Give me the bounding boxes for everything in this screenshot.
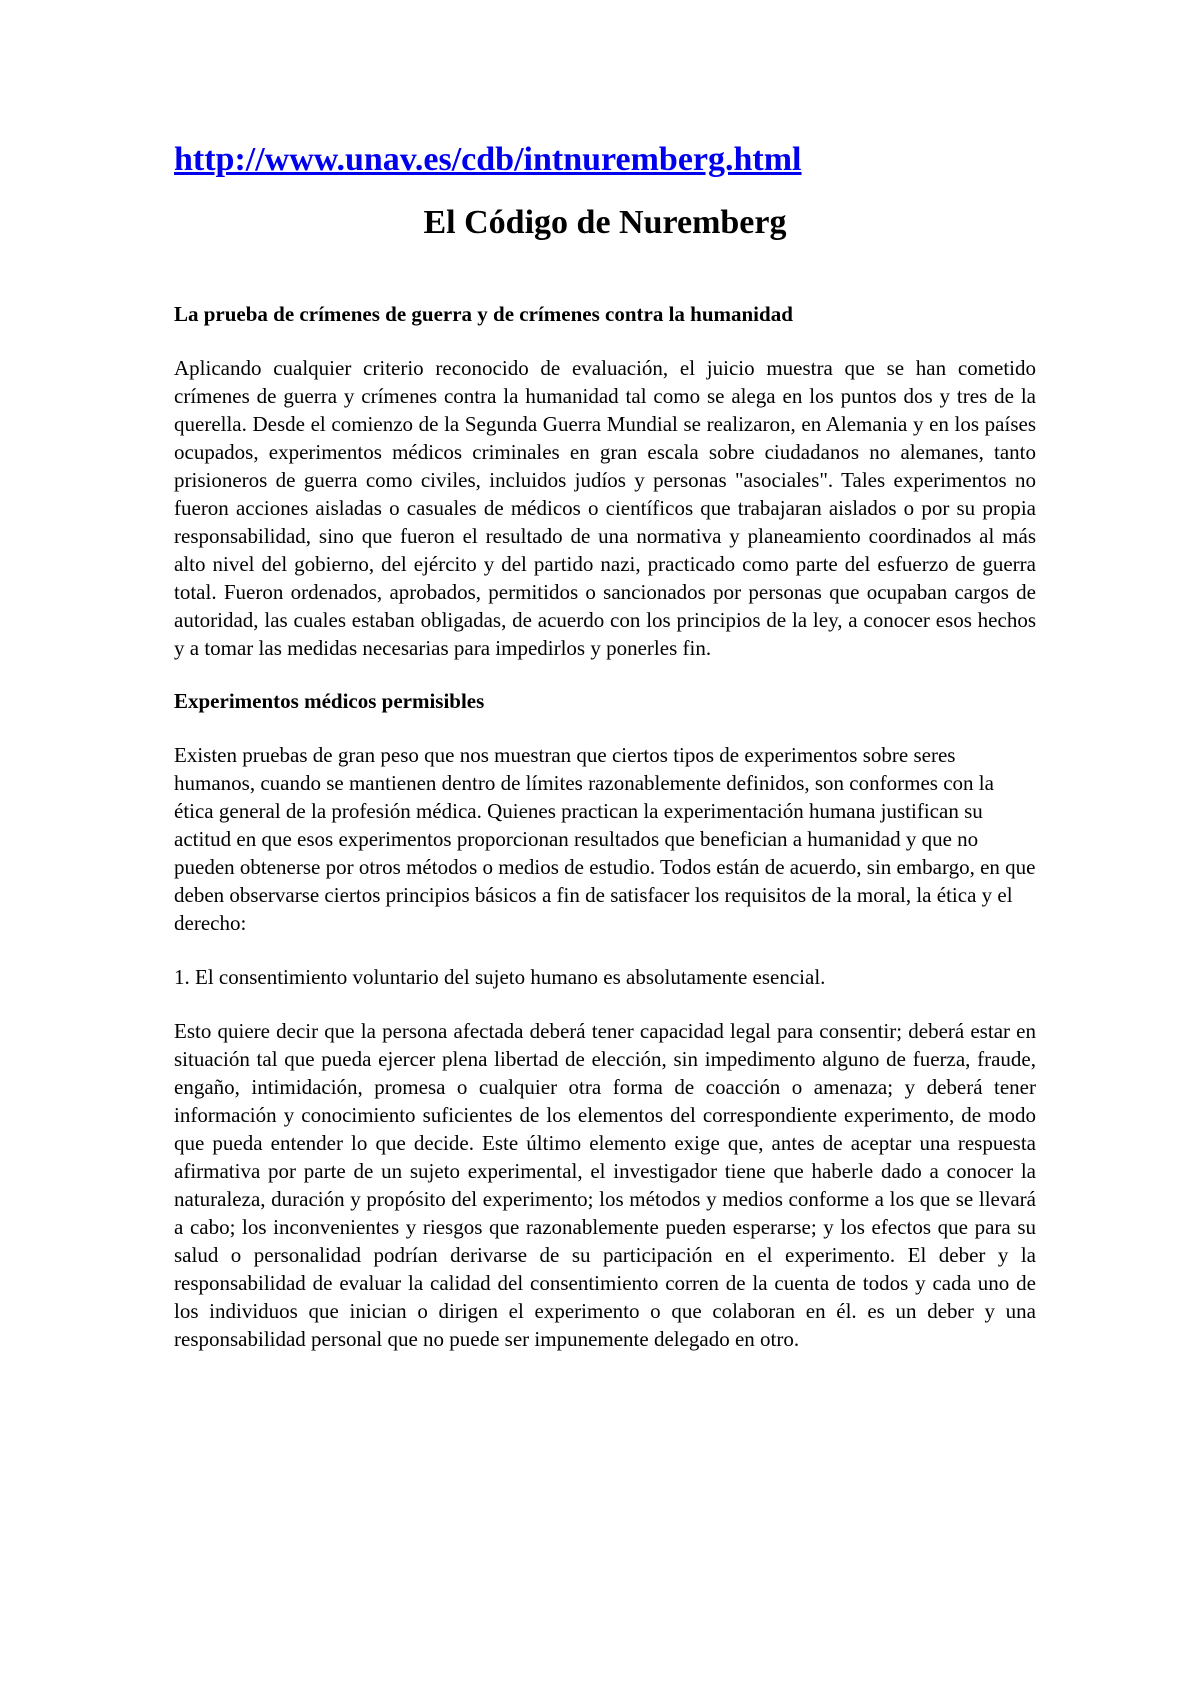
section-heading-war-crimes: La prueba de crímenes de guerra y de crímenes contra la humanidad: [174, 302, 793, 326]
source-url-link[interactable]: http://www.unav.es/cdb/intnuremberg.html: [174, 141, 802, 178]
document-title: El Código de Nuremberg: [423, 204, 787, 241]
principle-1: 1. El consentimiento voluntario del sujeto humano es absolutamente esencial.: [174, 965, 826, 989]
paragraph-permissible-experiments: Existen pruebas de gran peso que nos muestran que ciertos tipos de experimentos sobre seres humanos, cuando se mantienen dentro de límites razonablemente definidos, son conformes con la ética general de la profesión médica. Quienes practican la experimentación humana justifican su actitud en que esos experimentos proporcionan resultados que benefician a humanidad y que no pueden obtenerse por otros métodos o medios de estudio. Todos están de acuerdo, sin embargo, en que deben observarse ciertos principios básicos a fin de satisfacer los requisitos de la moral, la ética y el derecho:: [174, 743, 1036, 935]
principle-1-detail: Esto quiere decir que la persona afectada deberá tener capacidad legal para consentir; deberá estar en situación tal que pueda ejercer plena libertad de elección, sin impedimento alguno de fuerza, fraude, engaño, intimidación, promesa o cualquier otra forma de coacción o amenaza; y deberá tener información y conocimiento suficientes de los elementos del correspondiente experimento, de modo que pueda entender lo que decide. Este último elemento exige que, antes de aceptar una respuesta afirmativa por parte de un sujeto experimental, el investigador tiene que haberle dado a conocer la naturaleza, duración y propósito del experimento; los métodos y medios conforme a los que se llevará a cabo; los inconvenientes y riesgos que razonablemente pueden esperarse; y los efectos que para su salud o personalidad podrían derivarse de su participación en el experimento. El deber y la responsabilidad de evaluar la calidad del consentimiento corren de la cuenta de todos y cada uno de los individuos que inician o dirigen el experimento o que colaboran en él. es un deber y una responsabilidad personal que no puede ser impunemente delegado en otro.: [174, 1019, 1036, 1351]
document-page: [174, 140, 1036, 1353]
section-heading-permissible-experiments: Experimentos médicos permisibles: [174, 689, 485, 713]
paragraph-war-crimes: Aplicando cualquier criterio reconocido de evaluación, el juicio muestra que se han cometido crímenes de guerra y crímenes contra la humanidad tal como se alega en los puntos dos y tres de la querella. Desde el comienzo de la Segunda Guerra Mundial se realizaron, en Alemania y en los países ocupados, experimentos médicos criminales en gran escala sobre ciudadanos no alemanes, tanto prisioneros de guerra como civiles, incluidos judíos y personas "asociales". Tales experimentos no fueron acciones aisladas o casuales de médicos o científicos que trabajaran aislados o por su propia responsabilidad, sino que fueron el resultado de una normativa y planeamiento coordinados al más alto nivel del gobierno, del ejército y del partido nazi, practicado como parte del esfuerzo de guerra total. Fueron ordenados, aprobados, permitidos o sancionados por personas que ocupaban cargos de autoridad, las cuales estaban obligadas, de acuerdo con los principios de la ley, a conocer esos hechos y a tomar las medidas necesarias para impedirlos y ponerles fin.: [174, 356, 1036, 660]
